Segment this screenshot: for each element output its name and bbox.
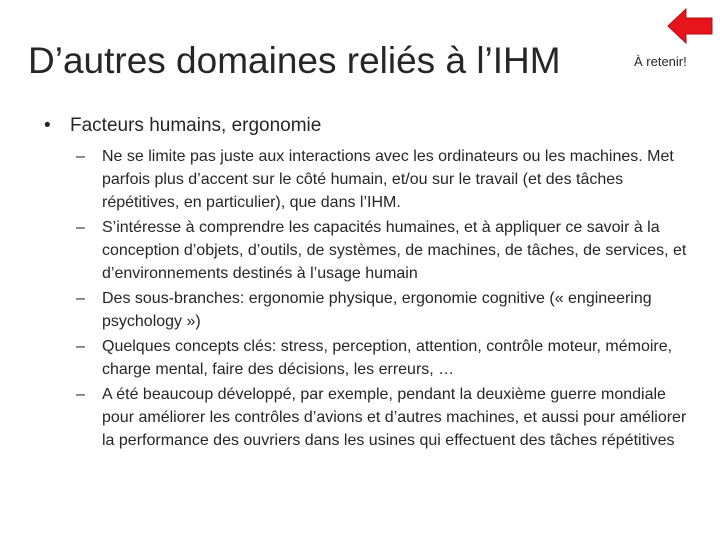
dash-icon: – [76, 148, 85, 165]
dash-icon: – [76, 219, 85, 236]
retenir-label: À retenir! [634, 54, 687, 69]
sub-bullet-list [44, 145, 694, 452]
bullet-icon: • [44, 115, 51, 136]
slide-title: D’autres domaines reliés à l’IHM [28, 40, 561, 81]
sub-bullet-text: A été beaucoup développé, par exemple, pendant la deuxième guerre mondiale pour améliorer les contrôles d’avions et d’autres machines, et aussi pour améliorer la performance des ouvriers dans les usines qui effectuent des tâches répétitives [102, 386, 687, 449]
sub-bullet-text: Quelques concepts clés: stress, perception, attention, contrôle moteur, mémoire, charge mental, faire des décisions, les erreurs, … [102, 338, 673, 378]
bullet-item-facteurs-humains [44, 113, 694, 139]
dash-icon: – [76, 338, 85, 355]
sub-bullet-item [76, 145, 694, 214]
bullet-text: Facteurs humains, ergonomie [70, 115, 322, 136]
dash-icon: – [76, 290, 85, 307]
retenir-marker [634, 8, 716, 78]
sub-bullet-item [76, 335, 694, 381]
sub-bullet-text: Ne se limite pas juste aux interactions avec les ordinateurs ou les machines. Met parfois plus d’accent sur le côté humain, et/ou sur le travail (et des tâches répétitives, en particulier), que dans l’IHM. [102, 148, 674, 211]
left-arrow-icon [667, 8, 713, 44]
slide-content [44, 113, 694, 454]
dash-icon: – [76, 386, 85, 403]
sub-bullet-item [76, 287, 694, 333]
sub-bullet-item [76, 383, 694, 452]
sub-bullet-text: Des sous-branches: ergonomie physique, ergonomie cognitive (« engineering psychology ») [102, 290, 652, 330]
sub-bullet-text: S’intéresse à comprendre les capacités humaines, et à appliquer ce savoir à la conception d’objets, d’outils, de systèmes, de machines, de tâches, de services, et d’environnements destinés à l’usage humain [102, 219, 687, 282]
sub-bullet-item [76, 216, 694, 285]
